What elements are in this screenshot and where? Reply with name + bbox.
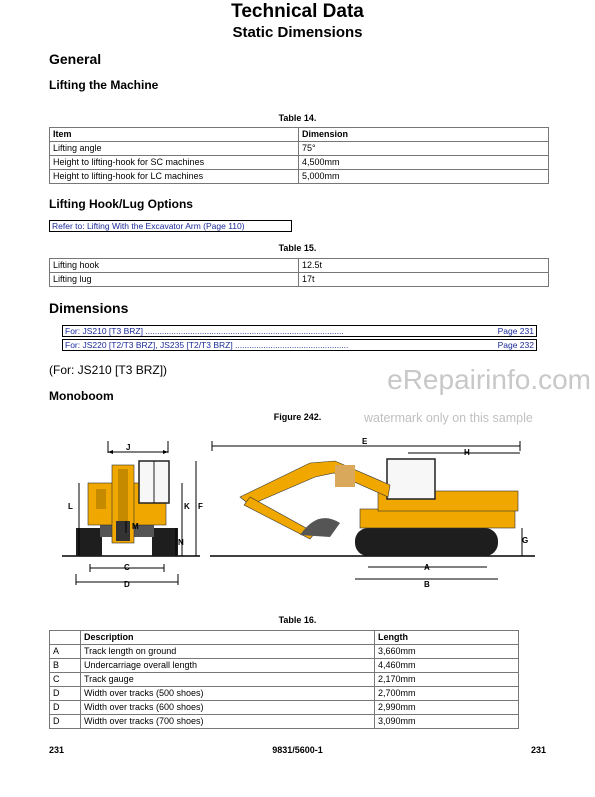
header-dimension: Dimension xyxy=(299,128,549,142)
side-view xyxy=(210,441,535,579)
label-n: N xyxy=(178,538,184,547)
toc-label: For: JS210 [T3 BRZ] .................................................................................... xyxy=(65,326,344,336)
header-item: Item xyxy=(50,128,299,142)
dimensions-heading: Dimensions xyxy=(49,300,129,316)
cell: 5,000mm xyxy=(299,170,549,184)
cell: Width over tracks (600 shoes) xyxy=(81,701,375,715)
table-row xyxy=(50,170,549,184)
cell: 3,090mm xyxy=(375,715,519,729)
right-track xyxy=(152,528,178,556)
for-line: (For: JS210 [T3 BRZ]) xyxy=(49,363,168,377)
cell: Lifting lug xyxy=(50,273,299,287)
label-g: G xyxy=(522,536,529,545)
table-row xyxy=(50,259,549,273)
table-row xyxy=(50,701,519,715)
table15-caption: Table 15. xyxy=(278,243,317,253)
cell: Height to lifting-hook for LC machines xyxy=(50,170,299,184)
cell: Track length on ground xyxy=(81,645,375,659)
table16 xyxy=(49,630,519,729)
cell: A xyxy=(50,645,81,659)
watermark-note: watermark only on this sample xyxy=(364,411,533,425)
label-j: J xyxy=(126,443,131,452)
label-h: H xyxy=(464,448,470,457)
header-key xyxy=(50,631,81,645)
cell: 2,990mm xyxy=(375,701,519,715)
table-row xyxy=(50,645,519,659)
table-row xyxy=(50,715,519,729)
cell: C xyxy=(50,673,81,687)
table-header-row xyxy=(50,631,519,645)
table14-caption: Table 14. xyxy=(278,113,317,123)
table-row xyxy=(50,156,549,170)
table-header-row xyxy=(50,128,549,142)
footer-doc-number: 9831/5600-1 xyxy=(272,745,323,755)
cell: Undercarriage overall length xyxy=(81,659,375,673)
label-e: E xyxy=(362,437,368,446)
page-subtitle: Static Dimensions xyxy=(232,24,363,41)
toc-label: For: JS220 [T2/T3 BRZ], JS235 [T2/T3 BRZ] ................................................ xyxy=(65,340,349,350)
toc-page: Page 232 xyxy=(497,340,534,350)
cell: D xyxy=(50,701,81,715)
label-l: L xyxy=(68,502,73,511)
cell: Width over tracks (500 shoes) xyxy=(81,687,375,701)
table-row xyxy=(50,687,519,701)
footer-page-right: 231 xyxy=(530,745,546,755)
table16-caption: Table 16. xyxy=(278,615,317,625)
table-row xyxy=(50,659,519,673)
excavator-dimension-figure xyxy=(0,425,595,595)
header-description: Description xyxy=(81,631,375,645)
cell: 12.5t xyxy=(299,259,549,273)
watermark-brand: eRepairinfo.com xyxy=(387,364,591,395)
label-c: C xyxy=(124,563,130,572)
cell: 17t xyxy=(299,273,549,287)
lifting-heading: Lifting the Machine xyxy=(49,78,159,92)
cell: Width over tracks (700 shoes) xyxy=(81,715,375,729)
footer-page-left: 231 xyxy=(49,745,65,755)
table-row xyxy=(50,673,519,687)
cell: B xyxy=(50,659,81,673)
table-row xyxy=(50,142,549,156)
table-row xyxy=(50,273,549,287)
cell: 4,500mm xyxy=(299,156,549,170)
side-track xyxy=(355,528,498,556)
general-heading: General xyxy=(49,51,102,67)
cell: D xyxy=(50,715,81,729)
left-track xyxy=(76,528,102,556)
label-d: D xyxy=(124,580,130,589)
front-view xyxy=(62,441,200,585)
lifting-arm-link[interactable]: Refer to: Lifting With the Excavator Arm (Page 110) xyxy=(49,220,292,232)
monoboom-heading: Monoboom xyxy=(49,389,114,403)
cell: D xyxy=(50,687,81,701)
label-k: K xyxy=(184,502,190,511)
cell: 3,660mm xyxy=(375,645,519,659)
cell: Lifting angle xyxy=(50,142,299,156)
cell: Height to lifting-hook for SC machines xyxy=(50,156,299,170)
hook-heading: Lifting Hook/Lug Options xyxy=(49,197,193,211)
toc-link-js220[interactable] xyxy=(62,339,537,351)
cell: 2,170mm xyxy=(375,673,519,687)
page-title: Technical Data xyxy=(231,1,364,22)
table14 xyxy=(49,127,549,184)
cell: Lifting hook xyxy=(50,259,299,273)
cell: 75° xyxy=(299,142,549,156)
cell: 2,700mm xyxy=(375,687,519,701)
header-length: Length xyxy=(375,631,519,645)
label-m: M xyxy=(132,522,139,531)
cell: Track gauge xyxy=(81,673,375,687)
label-b: B xyxy=(424,580,430,589)
label-a: A xyxy=(424,563,430,572)
table15 xyxy=(49,258,549,287)
label-f: F xyxy=(198,502,203,511)
toc-link-js210[interactable] xyxy=(62,325,537,337)
figure-caption: Figure 242. xyxy=(273,412,322,422)
toc-page: Page 231 xyxy=(497,326,534,336)
cell: 4,460mm xyxy=(375,659,519,673)
